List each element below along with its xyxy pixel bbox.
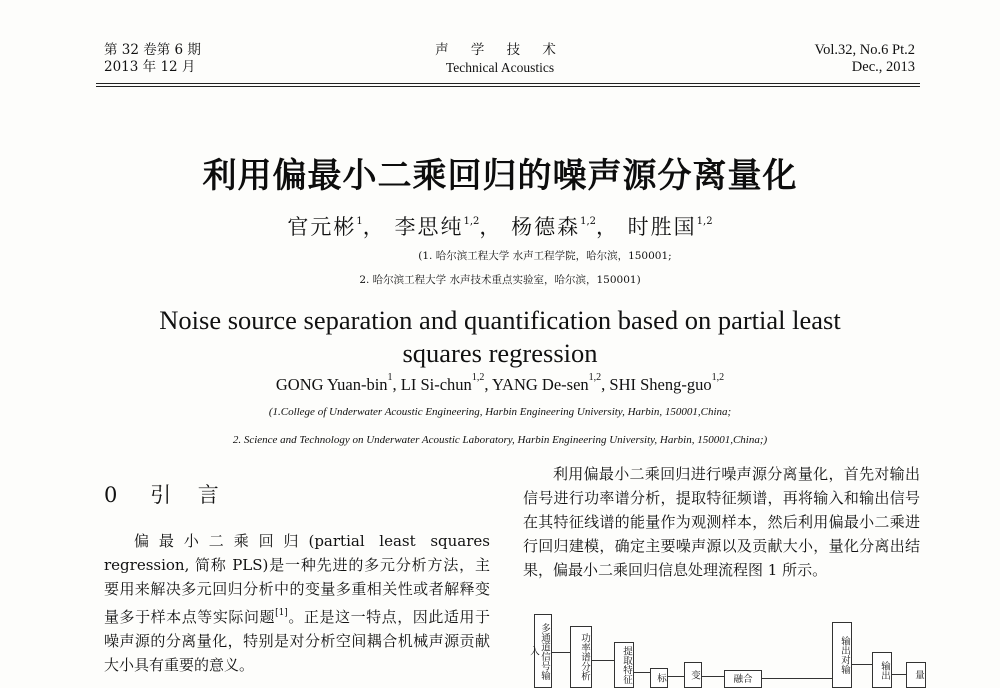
author-cn: 杨德森 — [511, 215, 581, 239]
paper-title-cn: 利用偏最小二乘回归的噪声源分离量化 — [202, 156, 798, 196]
flow-arrow — [892, 674, 906, 675]
paper-title-en-line2: squares regression — [402, 338, 598, 368]
authors-en: GONG Yuan-bin$^1$, LI Si-chun$^{1,2}$, YANG De-sen$^{1,2}$, SHI Sheng-guo$^{1,2}$ — [275, 372, 725, 394]
flow-arrow — [552, 652, 570, 653]
intro-text-a: 偏最小二乘回归(partial least squares regression, 简称 PLS)是一种先进的多元分析方法，主要用来解决多元回归分析中的变量多重相关性或者解释变量多于样本点等实际问题 — [104, 532, 490, 626]
method-text: 利用偏最小二乘回归进行噪声源分离量化，首先对输出信号进行功率谱分析，提取特征频谱，再将输入和输出信号在其特征线谱的能量作为观测样本，然后利用偏最小二乘进行回归建模，确定主要噪声源以及贡献大小，量化分离出结果，偏最小二乘回归信息处理流程图 1 所示。 — [523, 465, 920, 579]
flow-box-spectrum: 功率谱分析 — [570, 626, 592, 688]
paper-title-en-line1: Noise source separation and quantification based on partial least — [159, 305, 841, 335]
section-title: 引 言 — [150, 483, 229, 507]
authors-cn: 官元彬$^1$， 李思纯$^{1,2}$， 杨德森$^{1,2}$， 时胜国$^{1,2}$ — [287, 215, 713, 239]
author-affil-mark: 1,2 — [580, 216, 596, 227]
author-affil-mark: 1 — [387, 372, 393, 383]
intro-text — [104, 529, 490, 677]
flow-box-transform: 变 — [684, 662, 702, 688]
affiliation-en-2: 2. Science and Technology on Underwater Acoustic Laboratory, Harbin Engineering University, Harbin, 150001,China;) — [232, 434, 768, 446]
header-rule-bottom — [96, 86, 920, 87]
citation-ref[interactable]: [1] — [275, 608, 288, 618]
flow-box-output: 输出 — [872, 652, 892, 688]
flow-box-input: 多通道信号输入 — [534, 614, 552, 688]
journal-name-cn: 声 学 技 术 — [435, 42, 565, 58]
author-affil-mark: 1,2 — [711, 372, 725, 383]
flow-box-standard: 标 — [650, 668, 668, 688]
author-affil-mark: 1,2 — [471, 372, 485, 383]
journal-name-en: Technical Acoustics — [445, 60, 555, 75]
flow-box-feature: 提取特征 — [614, 642, 634, 688]
header-rule-top — [96, 83, 920, 84]
affiliation-cn-2: 2. 哈尔滨工程大学 水声技术重点实验室，哈尔滨，150001) — [359, 274, 641, 286]
affiliation-cn-1: (1. 哈尔滨工程大学 水声工程学院，哈尔滨，150001; — [418, 250, 672, 262]
intro-paragraph-left — [104, 529, 490, 677]
intro-paragraph-right — [523, 462, 920, 582]
author-cn: 时胜国 — [627, 215, 697, 239]
author-en: SHI Sheng-guo — [609, 375, 712, 394]
author-cn: 李思纯 — [394, 215, 464, 239]
flow-arrow — [702, 676, 724, 677]
intro-text-b: 。正是这一特点，因此适用于噪声源的分离量化，特别是对分析空间耦合机械声源贡献大小具有重要的意义。 — [104, 608, 490, 674]
flow-box-quantity: 量 — [906, 662, 926, 688]
author-affil-mark: 1,2 — [463, 216, 480, 227]
flow-box-fusion: 融合 — [724, 670, 762, 688]
flow-arrow — [668, 676, 684, 677]
section-number: 0 — [104, 483, 128, 507]
issue-date-cn: 2013 年 12 月 — [104, 59, 196, 75]
flow-arrow — [592, 660, 614, 661]
paper-title-en — [0, 304, 1000, 370]
author-en: GONG Yuan-bin — [275, 375, 388, 394]
journal-issue-en — [815, 42, 915, 76]
flow-arrow — [634, 672, 650, 673]
flow-arrow — [762, 678, 832, 679]
section-heading — [104, 479, 229, 509]
author-affil-mark: 1 — [356, 216, 363, 227]
volume-issue-en: Vol.32, No.6 Pt.2 — [814, 42, 915, 58]
affiliation-en-1: (1.College of Underwater Acoustic Engineering, Harbin Engineering University, Harbin, 150001,China; — [268, 406, 732, 418]
flowchart-figure — [528, 612, 928, 684]
flow-arrow — [852, 664, 872, 665]
author-affil-mark: 1,2 — [588, 372, 602, 383]
flow-box-output-input: 输出对输 — [832, 622, 852, 688]
issue-date-en: Dec., 2013 — [851, 59, 915, 75]
author-cn: 官元彬 — [287, 215, 357, 239]
author-affil-mark: 1,2 — [696, 216, 713, 227]
volume-issue: 第 32 卷第 6 期 — [104, 42, 201, 58]
author-en: YANG De-sen — [491, 375, 589, 394]
author-en: LI Si-chun — [400, 375, 472, 394]
